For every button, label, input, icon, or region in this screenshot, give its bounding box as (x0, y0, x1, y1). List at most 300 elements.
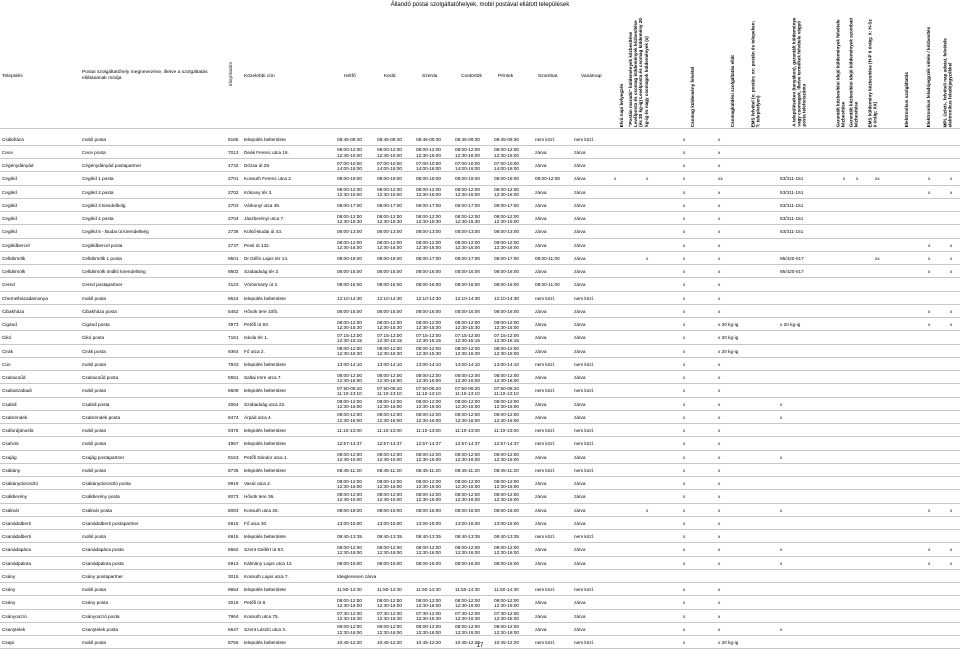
cell-hours-day-3: 08:45-11:20 (455, 467, 480, 473)
cell-hours-day-0: 08:00-12:00 12:30-16:00 (337, 412, 363, 423)
cell-service-type: Csabdi posta (82, 401, 110, 407)
header-day-3: Csütörtök (461, 74, 482, 79)
cell-settlement: Csanádapáca (2, 547, 31, 553)
cell-settlement: Celldömölk (2, 255, 26, 261)
service-mark: x (928, 189, 931, 195)
service-mark: x (950, 176, 953, 182)
cell-service-type: Cibakháza posta (82, 308, 117, 314)
cell-hours-day-4: 08:00-12:00 12:30-16:00 (494, 491, 520, 503)
cell-hours-day-4: 08:00-12:00 12:30-16:00 (494, 240, 520, 251)
service-mark: x (718, 481, 721, 486)
cell-hours-saturday: 08:00-11:00 (535, 282, 560, 288)
header-iranyitoszam: Irányítószám (228, 62, 233, 86)
cell-hours-sunday: zárva (574, 255, 586, 261)
cell-service-type: Celldömölk 1 posta (82, 255, 122, 261)
cell-hours-sunday: zárva (574, 242, 586, 248)
cell-hours-saturday: zárva (535, 189, 547, 195)
cell-settlement: Csanádpalota (2, 560, 31, 566)
cell-hours-day-0: 08:00-16:00 (337, 269, 363, 274)
cell-address: Dózsa út 29. (244, 163, 271, 168)
cell-address: Szabadság tér 2. (244, 269, 280, 274)
cell-zip: 8474 (228, 414, 239, 420)
cell-service-type: Cégénydányád postapartner (82, 163, 142, 168)
service-mark: x (683, 255, 686, 261)
service-mark: x (950, 189, 953, 195)
service-mark: x (683, 520, 686, 526)
cell-hours-saturday: nem közl. (535, 361, 556, 367)
header-service-col-0 (613, 11, 629, 129)
cell-zip: 8735 (228, 467, 239, 473)
cell-address: település belterülete (244, 441, 286, 447)
cell-hours-day-2: 08:00-12:00 12:30-16:00 (416, 624, 442, 635)
service-mark: x (780, 454, 783, 460)
cell-hours-day-2: 11:50-14:30 (416, 587, 441, 592)
service-mark: x (683, 388, 686, 394)
cell-address: Fő utca 2. (244, 348, 265, 354)
cell-service-type: mobil posta (82, 428, 106, 433)
cell-hours-day-3: 07:50-08:20 11:10-13:10 (455, 385, 481, 397)
cell-hours-day-2: 08:00-12:00 12:30-16:00 (416, 147, 442, 158)
cell-hours-day-2: 08:45-11:20 (416, 467, 441, 473)
cell-hours-day-2: 08:00-12:00 12:30-16:00 (416, 597, 442, 609)
service-mark: x (683, 494, 686, 500)
cell-hours-sunday: zárva (574, 375, 586, 380)
service-mark: x (683, 216, 686, 221)
cell-hours-day-2: 08:00-16:00 (416, 282, 442, 288)
cell-zip: 4967 (228, 441, 239, 447)
cell-zip: 2738 (228, 229, 239, 235)
header-telepules: Település (2, 74, 23, 79)
cell-hours-day-3: 08:00-12:00 12:30-16:00 (455, 544, 481, 556)
service-mark: x (683, 163, 686, 168)
cell-hours-day-1: 07:50-08:20 11:10-13:10 (377, 385, 403, 397)
cell-hours-sunday: zárva (574, 282, 586, 288)
cell-address: település belterülete (244, 388, 286, 394)
cell-zip: 8083 (228, 507, 239, 513)
header-divider (0, 128, 960, 129)
service-mark: x (683, 361, 686, 367)
cell-settlement: Csákberény (2, 494, 28, 500)
cell-hours-sunday: zárva (574, 560, 586, 566)
service-mark: x (718, 600, 721, 606)
service-mark: x (780, 414, 783, 420)
cell-hours-saturday: zárva (535, 626, 547, 632)
cell-hours-sunday: zárva (574, 454, 586, 460)
cell-hours-day-2: 08:00-12:00 12:30-16:00 (416, 240, 442, 251)
cell-zip: 8756 (228, 640, 239, 645)
service-mark: x (950, 547, 953, 553)
cell-hours-day-2: 07:00-10:00 14:00-16:00 (416, 160, 442, 171)
header-service-col-3 (724, 11, 740, 129)
header-tipus: Postai szolgáltatóhely megnevezése, illetve a szolgáltatás ellátásának módja (82, 70, 208, 81)
service-mark: x (683, 467, 686, 473)
header-service-label: Garantált kézbesítési idejű küldemények szombati kézbesítése (848, 17, 859, 127)
cell-hours-day-1: 12:57-14:37 (377, 441, 403, 447)
service-mark: x 20 kg-ig (718, 322, 739, 327)
service-mark: x (718, 149, 721, 155)
service-mark: x (928, 547, 931, 553)
cell-hours-sunday: nem közl. (574, 640, 595, 645)
cell-address: Külső-Budai út 43. (244, 229, 283, 235)
cell-hours-day-2: 08:00-12:00 12:30-16:00 (416, 452, 442, 463)
cell-zip: 3123 (228, 282, 239, 288)
service-mark: x (646, 255, 649, 261)
cell-zip: 3015 (228, 573, 239, 579)
service-mark: x (718, 626, 721, 632)
cell-hours-sunday: nem közl. (574, 295, 595, 301)
service-mark: x (718, 520, 721, 526)
service-mark: x (683, 547, 686, 553)
cell-hours-day-4: 08:00-12:00 12:30-16:00 (494, 478, 520, 489)
service-mark: x (683, 335, 686, 341)
service-mark: x (856, 176, 859, 182)
cell-hours-day-4: 07:00-10:00 14:00-16:00 (494, 160, 520, 171)
cell-hours-day-0: 08:45-09:30 (337, 136, 363, 142)
cell-hours-day-1: 08:00-12:00 12:30-15:30 (377, 213, 403, 224)
service-mark: x 20 kg-ig (718, 348, 739, 354)
cell-hours-day-1: 08:00-12:00 12:30-16:00 (377, 372, 403, 383)
cell-hours-day-1: 08:00-12:00 12:30-16:00 (377, 478, 403, 489)
header-day-1: Kedd (384, 74, 396, 79)
cell-zip: 9919 (228, 481, 239, 486)
service-mark: x (718, 361, 721, 367)
service-mark: x (928, 507, 931, 513)
cell-hours-day-2: 08:00-12:00 12:30-15:30 (416, 319, 442, 330)
service-mark: x (718, 454, 721, 460)
cell-hours-sunday: zárva (574, 335, 586, 341)
cell-hours-sunday: nem közl. (574, 441, 595, 447)
cell-hours-day-2: 08:00-12:00 12:30-15:30 (416, 346, 442, 357)
cell-hours-saturday: zárva (535, 613, 547, 619)
service-mark: 95/420-017 (780, 269, 804, 274)
cell-hours-saturday: zárva (535, 375, 547, 380)
cell-address: Várkonyi utca 49. (244, 202, 281, 208)
service-mark: x (718, 587, 721, 592)
service-mark: x (718, 295, 721, 301)
service-mark: xx (875, 176, 880, 182)
cell-settlement: Csákány (2, 467, 21, 473)
service-mark: x 20 kg-ig (718, 335, 739, 341)
cell-hours-day-2: 08:00-12:00 12:30-15:30 (416, 213, 442, 224)
cell-address: Iskola tér 1. (244, 335, 269, 341)
cell-settlement: Cibakháza (2, 308, 25, 314)
service-mark: x (718, 534, 721, 539)
service-mark: x (718, 467, 721, 473)
cell-settlement: Csány (2, 587, 16, 592)
service-mark: x (928, 242, 931, 248)
header-service-col-5 (791, 11, 812, 129)
cell-settlement: Csabdi (2, 401, 17, 407)
cell-hours-saturday: zárva (535, 202, 547, 208)
header-service-label: Csomagküldési szolgáltatás ellát (729, 55, 735, 127)
service-mark: x (950, 308, 953, 314)
cell-settlement: Cered (2, 282, 15, 288)
cell-address: Kölcsey tér 3. (244, 189, 273, 195)
header-service-label: MPL Üzleti-, felvételi nap adatai, felvétele elektronikus feladójegyzékkel (942, 37, 953, 127)
cell-hours-day-4: 09:40-13:35 (494, 534, 520, 539)
cell-service-type: Cigánd posta (82, 322, 110, 327)
cell-hours-sunday: nem közl. (574, 428, 595, 433)
cell-service-type: Cegléd 1 posta (82, 176, 114, 182)
cell-hours-saturday: nem közl. (535, 295, 556, 301)
cell-address: település belterülete (244, 534, 286, 539)
cell-hours-saturday: zárva (535, 308, 547, 314)
service-mark: x (950, 255, 953, 261)
cell-address: Pesti út 132. (244, 242, 271, 248)
cell-hours-day-3: 08:00-12:00 12:30-16:00 (455, 478, 481, 489)
service-mark: x (780, 626, 783, 632)
cell-hours-day-1: 08:00-12:00 12:30-16:00 (377, 544, 403, 556)
cell-hours-day-4: 08:00-12:00 12:30-16:00 (494, 624, 520, 635)
cell-hours-day-2: 07:50-08:20 11:10-13:10 (416, 385, 442, 397)
cell-hours-day-4: 08:00-16:00 (494, 560, 520, 566)
service-mark: x (928, 322, 931, 327)
cell-hours-saturday: zárva (535, 322, 547, 327)
header-day-5: Szombat (538, 74, 558, 79)
cell-hours-saturday: 08:00-12:00 (535, 176, 561, 182)
service-mark: 95/420-017 (780, 255, 804, 261)
cell-settlement: Csáfordjánosfa (2, 428, 34, 433)
service-mark: x (683, 375, 686, 380)
service-mark: x (950, 560, 953, 566)
cell-hours-day-2: 12:10-14:30 (416, 295, 442, 301)
cell-hours-day-1: 08:00-19:00 (377, 176, 403, 182)
cell-hours-saturday: 08:00-11:00 (535, 255, 560, 261)
cell-hours-day-3: 08:00-12:00 12:30-16:00 (455, 240, 481, 251)
cell-hours-day-0: 08:00-12:00 12:30-16:00 (337, 544, 363, 556)
header-service-col-10 (920, 11, 936, 129)
cell-hours-day-0: 12:57-14:37 (337, 441, 363, 447)
cell-hours-day-3: 08:00-12:00 12:30-16:00 (455, 452, 481, 463)
cell-service-type: Csákberény posta (82, 494, 120, 500)
service-mark: x (683, 560, 686, 566)
header-service-col-7 (848, 11, 864, 129)
cell-hours-day-3: 07:00-10:00 14:00-16:00 (455, 160, 481, 171)
cell-hours-sunday: zárva (574, 494, 586, 500)
service-mark: x (614, 176, 617, 182)
service-mark: x (683, 481, 686, 486)
cell-hours-day-1: 08:00-16:00 (377, 282, 403, 288)
cell-address: Vasút utca 2. (244, 481, 272, 486)
cell-hours-sunday: nem közl. (574, 587, 595, 592)
cell-hours-day-0: 12:10-14:30 (337, 295, 363, 301)
cell-settlement: Csákvár (2, 507, 20, 513)
cell-settlement: Celldömölk (2, 269, 26, 274)
header-service-col-11 (942, 11, 958, 129)
cell-hours-day-2: 08:00-12:00 12:30-16:00 (416, 187, 442, 198)
cell-hours-day-0: 08:00-12:00 12:30-16:00 (337, 491, 363, 503)
cell-hours-day-1: 12:10-14:30 (377, 295, 403, 301)
service-mark: x (683, 626, 686, 632)
cell-service-type: Csabrendek posta (82, 414, 121, 420)
cell-hours-day-0: 08:00-12:00 12:30-16:00 (337, 478, 363, 489)
service-mark: x (928, 176, 931, 182)
header-service-col-2 (684, 11, 700, 129)
cell-hours-saturday: zárva (535, 520, 547, 526)
cell-hours-day-0: 07:15-12:00 12:30-15:15 (337, 332, 363, 344)
cell-hours-day-2: 08:45-09:30 (416, 136, 442, 142)
cell-hours-saturday: zárva (535, 242, 547, 248)
cell-hours-sunday: zárva (574, 626, 586, 632)
cell-zip: 8073 (228, 494, 239, 500)
cell-hours-day-2: 13:00-14:10 (416, 361, 442, 367)
cell-address: település belterülete (244, 467, 286, 473)
cell-hours-day-4: 12:10-14:30 (494, 295, 520, 301)
service-mark: x (683, 348, 686, 354)
cell-hours-day-0: 08:00-16:00 (337, 282, 363, 288)
cell-address: Hősök tere 10/b. (244, 308, 279, 314)
cell-hours-saturday: zárva (535, 163, 547, 168)
cell-address: Fő utca 30. (244, 520, 268, 526)
cell-address: Árpád utca 4. (244, 414, 272, 420)
cell-hours-day-2: 12:57-14:37 (416, 441, 442, 447)
cell-zip: 9624 (228, 295, 239, 301)
cell-zip: 2064 (228, 401, 239, 407)
service-mark: x (683, 322, 686, 327)
cell-hours-day-3: 07:30-12:00 12:30-15:30 (455, 611, 481, 622)
cell-service-type: Csanádapáca posta (82, 547, 124, 553)
cell-hours-saturday: zárva (535, 229, 547, 235)
service-mark: x (950, 269, 953, 274)
cell-zip: 6647 (228, 626, 239, 632)
cell-hours-day-1: 07:15-12:00 12:30-15:15 (377, 332, 403, 344)
cell-hours-day-0: 08:00-12:00 12:30-15:30 (337, 213, 363, 224)
cell-service-type: Csány posta (82, 600, 109, 606)
cell-hours-day-2: 08:00-16:00 (416, 308, 442, 314)
cell-hours-day-4: 08:00-19:00 (494, 176, 520, 182)
cell-hours-saturday: zárva (535, 481, 547, 486)
cell-zip: 7161 (228, 335, 239, 341)
cell-hours-day-3: 13:00-14:10 (455, 361, 481, 367)
cell-hours-day-0: 08:00-12:00 12:30-16:00 (337, 240, 363, 251)
cell-hours-day-2: 08:00-16:00 (416, 560, 442, 566)
cell-address: település belterülete (244, 640, 286, 645)
cell-settlement: Cegléd (2, 189, 17, 195)
cell-hours-day-2: 08:00-12:00 12:30-16:00 (416, 399, 442, 410)
cell-hours-saturday: nem közl. (535, 534, 556, 539)
cell-hours-day-4: 13:00-14:10 (494, 361, 520, 367)
service-mark: x (718, 507, 721, 513)
cell-address: település belterülete (244, 587, 286, 592)
cell-hours-day-4: 08:00-12:00 12:30-16:00 (494, 187, 520, 198)
cell-address: Deák Ferenc utca 19. (244, 149, 289, 155)
cell-hours-day-1: 08:00-16:00 (377, 560, 403, 566)
header-service-label: EMS küldemény kézbesítése (H-P 9 óráig; X: H-Sz 9 óráig; XX) (867, 18, 878, 127)
cell-hours-day-0: 07:00-10:00 14:00-16:00 (337, 160, 363, 171)
cell-zip: 2704 (228, 216, 239, 221)
service-mark: x (718, 401, 721, 407)
cell-hours-saturday: nem közl. (535, 441, 556, 447)
cell-hours-day-3: 07:15-12:00 12:30-15:15 (455, 332, 481, 344)
header-service-label: EMS felvétel (x: postán; xx: postán és telepeken; T: telephelyen) (750, 20, 761, 127)
cell-hours-day-3: 11:10-13:00 (455, 428, 480, 433)
cell-zip: 9165 (228, 136, 239, 142)
cell-hours-saturday: zárva (535, 600, 547, 606)
cell-zip: 9501 (228, 255, 239, 261)
cell-address: Szabadság utca 22. (244, 401, 286, 407)
cell-hours-day-1: 08:00-13:00 (377, 229, 403, 235)
cell-settlement: Ceglédbercel (2, 242, 30, 248)
cell-address: Petőfi út 93. (244, 322, 270, 327)
cell-address: Hősök tere 36. (244, 494, 275, 500)
cell-hours-saturday: nem közl. (535, 388, 556, 394)
cell-hours-day-3: 08:00-12:00 12:30-15:30 (455, 213, 481, 224)
cell-hours-day-4: 08:00-12:00 12:30-15:00 (494, 213, 520, 224)
page-number: 17 (476, 643, 484, 649)
service-mark: 53/311-151 (780, 189, 804, 195)
cell-hours-day-4: 08:00-12:00 12:30-16:00 (494, 544, 520, 556)
cell-hours-day-2: 08:00-12:00 12:30-16:00 (416, 412, 442, 423)
service-mark: x (646, 176, 649, 182)
cell-hours-day-0: 10:45-12:20 (337, 640, 363, 645)
cell-zip: 5462 (228, 308, 239, 314)
cell-service-type: Cikó posta (82, 335, 105, 341)
cell-hours-day-4: 11:50-14:30 (494, 587, 519, 592)
service-mark: x (718, 242, 721, 248)
cell-settlement: Csányoszró (2, 613, 27, 619)
cell-hours-day-0: 08:00-12:00 12:30-15:30 (337, 346, 363, 357)
cell-hours-sunday: zárva (574, 613, 586, 619)
cell-hours-day-2: 07:15-12:00 12:30-15:15 (416, 332, 442, 344)
cell-service-type: mobil posta (82, 441, 106, 447)
cell-hours-day-1: 07:00-10:00 14:00-16:00 (377, 160, 403, 171)
cell-hours-saturday: nem közl. (535, 640, 556, 645)
service-mark: x (683, 176, 686, 182)
cell-hours-saturday: zárva (535, 494, 547, 500)
cell-hours-saturday: zárva (535, 149, 547, 155)
cell-zip: 9375 (228, 428, 239, 433)
service-mark: x (718, 613, 721, 619)
cell-zip: 7843 (228, 361, 239, 367)
cell-zip: 7013 (228, 149, 239, 155)
cell-zip: 6915 (228, 534, 239, 539)
service-mark: xx (718, 176, 723, 182)
cell-hours-day-1: 08:00-12:00 12:30-15:30 (377, 346, 403, 357)
cell-service-type: Celldömölk önálló kirendeltség (82, 269, 146, 274)
cell-hours-day-1: 08:00-12:00 12:30-16:00 (377, 491, 403, 503)
service-mark: x (683, 242, 686, 248)
header-service-label: Garantált kézbesítési idejű küldemények felvétele kézbesítése (835, 18, 846, 127)
cell-hours-day-0: 11:50-14:30 (337, 587, 362, 592)
service-mark: x 20 kg-ig (718, 640, 739, 645)
cell-settlement: Csajág (2, 454, 17, 460)
cell-zip: 6913 (228, 560, 239, 566)
cell-hours-sunday: nem közl. (574, 534, 595, 539)
cell-hours-day-4: 08:00-12:00 12:30-15:00 (494, 319, 520, 330)
cell-hours-day-0: 07:50-08:20 11:10-13:10 (337, 385, 363, 397)
cell-hours-day-4: 11:10-13:00 (494, 428, 519, 433)
cell-settlement: Csány (2, 573, 16, 579)
cell-hours-day-0: 08:00-18:00 (337, 507, 363, 513)
cell-hours-day-3: 13:00-15:00 (455, 520, 481, 526)
cell-hours-day-3: 08:00-16:00 (455, 269, 481, 274)
cell-hours-day-4: 07:30-12:00 12:30-15:00 (494, 611, 520, 622)
cell-hours-day-4: 08:00-12:00 12:30-16:00 (494, 372, 520, 383)
cell-settlement: Cegléd (2, 202, 17, 208)
cell-settlement: Csaholc (2, 441, 19, 447)
cell-hours-sunday: zárva (574, 481, 586, 486)
header-service-col-4 (750, 11, 766, 129)
service-mark: x (718, 560, 721, 566)
cell-hours-sunday: zárva (574, 163, 586, 168)
cell-service-type: Cegléd 5 - Budai út kirendeltség (82, 229, 149, 235)
cell-hours-day-4: 08:00-12:00 12:30-16:00 (494, 597, 520, 609)
service-mark: x (928, 255, 931, 261)
cell-service-type: mobil posta (82, 587, 106, 592)
cell-hours-saturday: zárva (535, 547, 547, 553)
cell-zip: 3973 (228, 322, 239, 327)
cell-hours-sunday: zárva (574, 189, 586, 195)
